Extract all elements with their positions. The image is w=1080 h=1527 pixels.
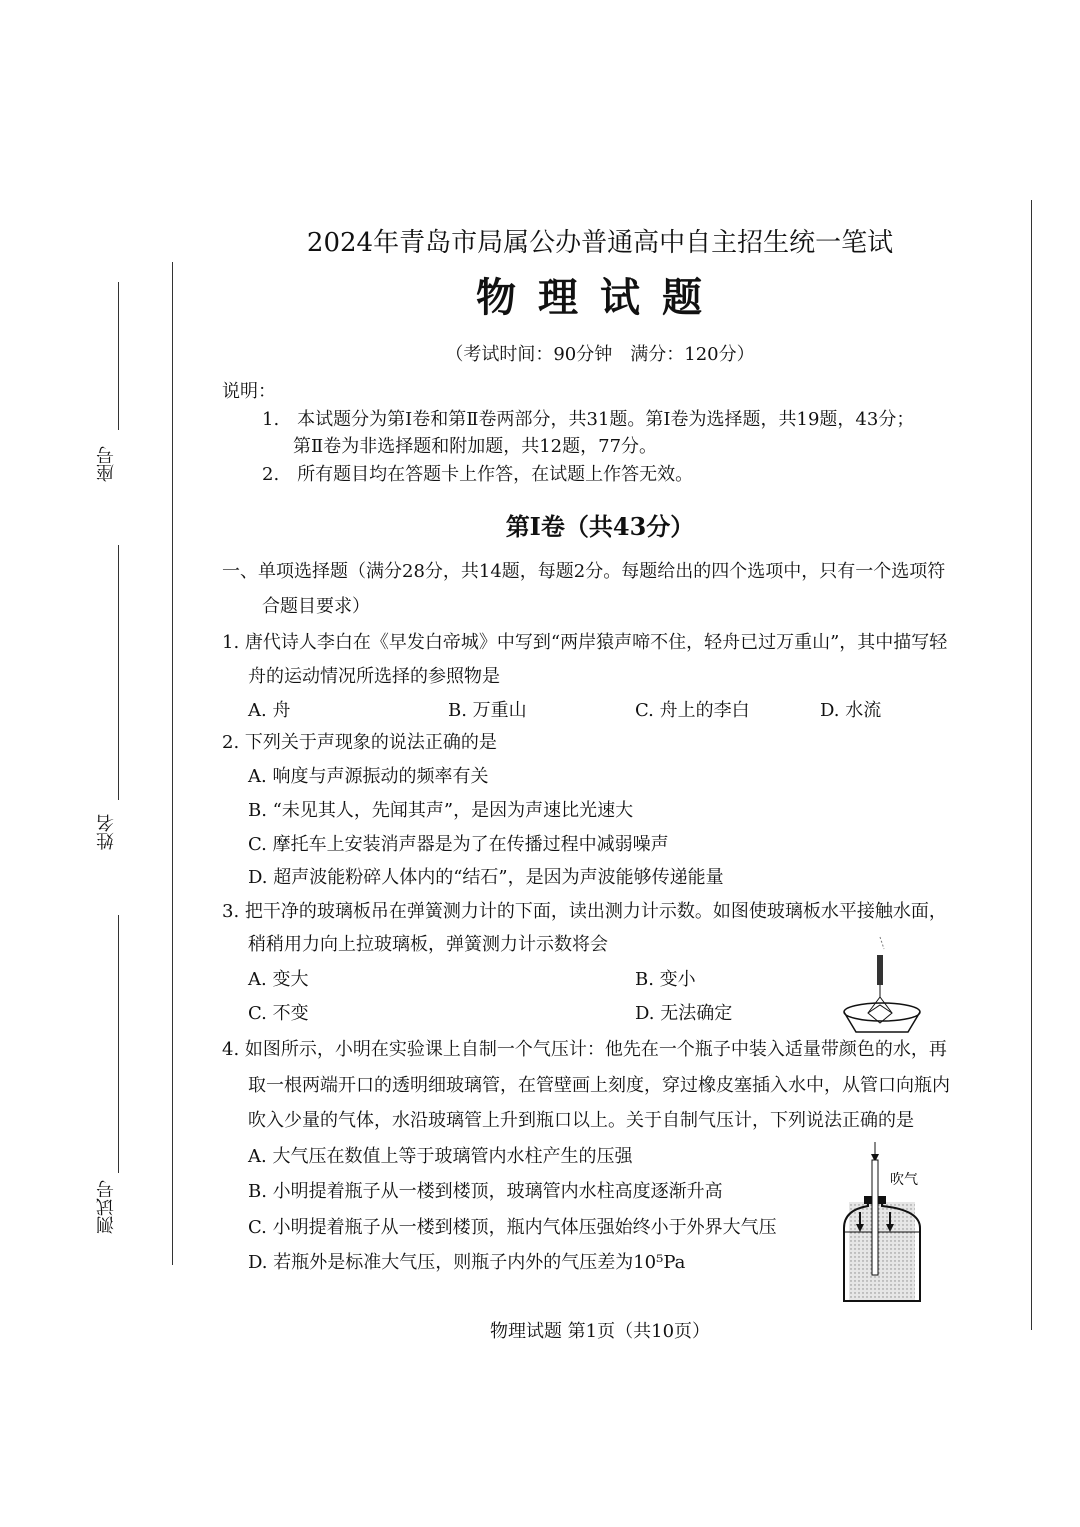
q3-stem-cont: 稍稍用力向上拉玻璃板，弹簧测力计示数将会: [248, 934, 608, 955]
q1-option-c: C. 舟上的李白: [635, 700, 750, 721]
q2-stem: 2. 下列关于声现象的说法正确的是: [222, 732, 497, 753]
q2-option-a: A. 响度与声源振动的频率有关: [248, 766, 489, 787]
name-label: 姓名: [96, 814, 117, 850]
section-title: 第Ⅰ卷（共43分）: [505, 512, 695, 541]
q4-option-a: A. 大气压在数值上等于玻璃管内水柱产生的压强: [248, 1146, 633, 1167]
instruction-2: 2. 所有题目均在答题卡上作答，在试题上作答无效。: [262, 464, 694, 485]
q3-option-c: C. 不变: [248, 1003, 309, 1024]
q4-stem: 4. 如图所示，小明在实验课上自制一个气压计：他先在一个瓶子中装入适量带颜色的水，再: [222, 1039, 947, 1060]
q1-stem-cont: 舟的运动情况所选择的参照物是: [248, 666, 500, 687]
q3-option-a: A. 变大: [248, 969, 309, 990]
binding-line: [172, 262, 173, 1265]
instruction-1: 1. 本试题分为第Ⅰ卷和第Ⅱ卷两部分，共31题。第Ⅰ卷为选择题，共19题，43分；: [262, 409, 915, 430]
name-blank: [118, 545, 119, 800]
q3-glass-plate-figure: [840, 935, 925, 1035]
q1-option-b: B. 万重山: [448, 700, 527, 721]
q4-option-d: D. 若瓶外是标准大气压，则瓶子内外的气压差为10⁵Pa: [248, 1252, 686, 1273]
test-no-blank: [118, 915, 119, 1173]
q2-option-b: B. “未见其人，先闻其声”，是因为声速比光速大: [248, 800, 634, 821]
q3-stem: 3. 把干净的玻璃板吊在弹簧测力计的下面，读出测力计示数。如图使玻璃板水平接触水面，: [222, 901, 947, 922]
q3-option-d: D. 无法确定: [635, 1003, 733, 1024]
seat-label: 座号: [96, 446, 117, 482]
instruction-1-cont: 第Ⅱ卷为非选择题和附加题，共12题，77分。: [293, 436, 658, 457]
q1-option-a: A. 舟: [248, 700, 291, 721]
q1-option-d: D. 水流: [820, 700, 882, 721]
blow-air-label: 吹气: [890, 1172, 918, 1188]
exam-info: （考试时间：90分钟 满分：120分）: [445, 344, 755, 365]
q4-stem-cont-2: 吹入少量的气体，水沿玻璃管上升到瓶口以上。关于自制气压计，下列说法正确的是: [248, 1110, 914, 1131]
q1-stem: 1. 唐代诗人李白在《早发白帝城》中写到“两岸猿声啼不住，轻舟已过万重山”，其中描写轻: [222, 632, 948, 653]
q4-barometer-figure: [838, 1140, 928, 1305]
q4-option-c: C. 小明提着瓶子从一楼到楼顶，瓶内气体压强始终小于外界大气压: [248, 1217, 777, 1238]
page-footer: 物理试题 第1页（共10页）: [489, 1321, 711, 1342]
q4-option-b: B. 小明提着瓶子从一楼到楼顶，玻璃管内水柱高度逐渐升高: [248, 1181, 723, 1202]
test-no-label: 测试号: [96, 1180, 117, 1234]
exam-title: 2024年青岛市局属公办普通高中自主招生统一笔试: [306, 228, 894, 258]
q2-option-d: D. 超声波能粉碎人体内的“结石”，是因为声波能够传递能量: [248, 867, 724, 888]
q3-option-b: B. 变小: [635, 969, 696, 990]
part-heading: 一、单项选择题（满分28分，共14题，每题2分。每题给出的四个选项中，只有一个选项符: [222, 561, 946, 582]
part-heading-cont: 合题目要求）: [262, 596, 370, 617]
right-border-line: [1031, 200, 1032, 1330]
subject-title: 物理试题: [476, 274, 724, 321]
q4-stem-cont-1: 取一根两端开口的透明细玻璃管，在管壁画上刻度，穿过橡皮塞插入水中，从管口向瓶内: [248, 1075, 950, 1096]
q2-option-c: C. 摩托车上安装消声器是为了在传播过程中减弱噪声: [248, 834, 669, 855]
instructions-heading: 说明：: [222, 381, 276, 402]
